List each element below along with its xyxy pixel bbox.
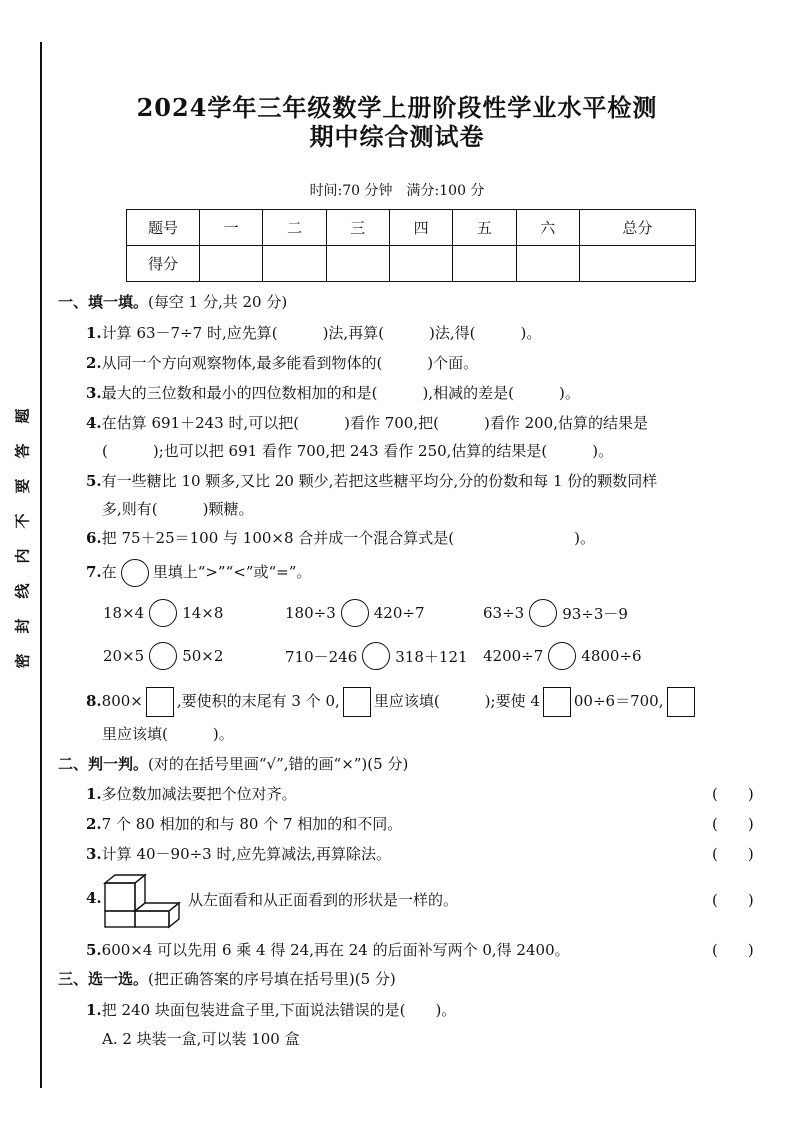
question-text: 里填上“>”“<”或“=”。 bbox=[152, 563, 312, 581]
question-text: 最大的三位数和最小的四位数相加的和是( ),相减的差是( )。 bbox=[101, 384, 580, 402]
question-number: 6. bbox=[86, 529, 102, 547]
cube-stack-icon bbox=[103, 873, 189, 929]
margin-char: 题 bbox=[13, 408, 32, 424]
judge-4 bbox=[188, 889, 458, 910]
table-cell: 题号 bbox=[127, 210, 200, 246]
binding-margin-notice bbox=[10, 408, 36, 669]
compare-circle-input[interactable] bbox=[149, 599, 177, 627]
question-text: 有一些糖比 10 颗多,又比 20 颗少,若把这些糖平均分,分的份数和每 1 份的颗数同样 bbox=[101, 472, 658, 490]
judge-answer-paren[interactable]: ( ) bbox=[712, 815, 754, 833]
question-text: 把 75＋25＝100 与 100×8 合并成一个混合算式是( )。 bbox=[101, 529, 595, 547]
question-text: 里应该填( );要使 4 bbox=[373, 692, 540, 710]
question-1 bbox=[86, 322, 541, 343]
question-number: 8. bbox=[86, 692, 102, 710]
judge-1 bbox=[86, 783, 297, 804]
blank-box-input[interactable] bbox=[146, 687, 174, 717]
compare-item bbox=[103, 642, 223, 670]
question-text: 600×4 可以先用 6 乘 4 得 24,再在 24 的后面补写两个 0,得 2400。 bbox=[101, 941, 570, 959]
section-note: (把正确答案的序号填在括号里)(5 分) bbox=[148, 970, 396, 988]
score-input-cell[interactable] bbox=[389, 246, 452, 282]
blank-box-input[interactable] bbox=[543, 687, 571, 717]
question-text: ,要使积的末尾有 3 个 0, bbox=[176, 692, 340, 710]
score-table-score-row bbox=[127, 246, 696, 282]
score-input-cell[interactable] bbox=[263, 246, 326, 282]
question-text: 把 240 块面包装进盒子里,下面说法错误的是( )。 bbox=[101, 1001, 457, 1019]
compare-circle-input[interactable] bbox=[362, 642, 390, 670]
score-input-cell[interactable] bbox=[326, 246, 389, 282]
compare-left: 180÷3 bbox=[285, 604, 336, 622]
compare-item bbox=[483, 642, 642, 670]
table-cell: 六 bbox=[516, 210, 579, 246]
question-6 bbox=[86, 527, 595, 548]
question-4-continued: ( );也可以把 691 看作 700,把 243 看作 250,估算的结果是( )。 bbox=[102, 442, 614, 460]
page-subtitle: 期中综合测试卷 bbox=[309, 122, 485, 151]
question-2 bbox=[86, 352, 478, 373]
compare-circle-input[interactable] bbox=[529, 599, 557, 627]
question-number: 5. bbox=[86, 941, 102, 959]
score-table bbox=[126, 209, 696, 282]
table-cell: 一 bbox=[200, 210, 263, 246]
compare-item bbox=[285, 642, 468, 670]
compare-right: 50×2 bbox=[182, 647, 224, 665]
question-number: 7. bbox=[86, 563, 102, 581]
exam-time-score: 时间:70 分钟 满分:100 分 bbox=[309, 183, 485, 199]
score-input-cell[interactable] bbox=[516, 246, 579, 282]
judge-answer-paren[interactable]: ( ) bbox=[712, 941, 754, 959]
question-number: 2. bbox=[86, 354, 102, 372]
judge-answer-paren[interactable]: ( ) bbox=[712, 891, 754, 909]
margin-char: 密 bbox=[13, 653, 32, 669]
question-text: 从左面看和从正面看到的形状是一样的。 bbox=[188, 891, 459, 909]
table-cell: 总分 bbox=[579, 210, 695, 246]
compare-right: 420÷7 bbox=[373, 604, 425, 622]
score-input-cell[interactable] bbox=[453, 246, 516, 282]
question-text: 在 bbox=[101, 563, 117, 581]
table-cell: 三 bbox=[326, 210, 389, 246]
choice-1 bbox=[86, 999, 456, 1020]
margin-char: 不 bbox=[13, 513, 32, 529]
compare-left: 63÷3 bbox=[483, 604, 525, 622]
question-5-continued: 多,则有( )颗糖。 bbox=[102, 500, 254, 518]
choice-1-option-a[interactable]: A. 2 块装一盒,可以装 100 盒 bbox=[102, 1030, 300, 1048]
compare-right: 4800÷6 bbox=[581, 647, 642, 665]
question-number: 5. bbox=[86, 472, 102, 490]
table-cell: 四 bbox=[389, 210, 452, 246]
judge-5 bbox=[86, 939, 570, 960]
margin-char: 封 bbox=[13, 618, 32, 634]
compare-item bbox=[285, 599, 425, 627]
blank-box-icon bbox=[343, 687, 371, 717]
section-note: (对的在括号里画“√”,错的画“×”)(5 分) bbox=[148, 755, 409, 773]
margin-char: 答 bbox=[13, 443, 32, 459]
compare-item bbox=[483, 599, 628, 627]
page-title: 2024学年三年级数学上册阶段性学业水平检测 bbox=[136, 93, 658, 122]
question-number: 4. bbox=[86, 414, 102, 432]
question-text: 7 个 80 相加的和与 80 个 7 相加的和不同。 bbox=[101, 815, 403, 833]
section-title: 二、判一判。 bbox=[58, 755, 149, 773]
margin-char: 线 bbox=[13, 583, 32, 599]
compare-left: 18×4 bbox=[103, 604, 145, 622]
compare-right: 14×8 bbox=[182, 604, 224, 622]
question-number: 4. bbox=[86, 889, 102, 907]
question-8-continued: 里应该填( )。 bbox=[102, 725, 234, 743]
question-text: 800× bbox=[101, 692, 143, 710]
compare-right: 318＋121 bbox=[395, 647, 468, 666]
compare-circle-input[interactable] bbox=[149, 642, 177, 670]
question-7 bbox=[86, 559, 311, 587]
question-number: 1. bbox=[86, 324, 102, 342]
question-text: 多位数加减法要把个位对齐。 bbox=[101, 785, 297, 803]
compare-item bbox=[103, 599, 223, 627]
score-input-cell[interactable] bbox=[579, 246, 695, 282]
table-cell: 得分 bbox=[127, 246, 200, 282]
question-text: 计算 63－7÷7 时,应先算( )法,再算( )法,得( )。 bbox=[101, 324, 542, 342]
question-text: 在估算 691＋243 时,可以把( )看作 700,把( )看作 200,估算的结果是 bbox=[101, 414, 648, 432]
compare-left: 4200÷7 bbox=[483, 647, 544, 665]
question-8 bbox=[86, 687, 698, 717]
question-text: 00÷6＝700, bbox=[573, 692, 664, 710]
question-5 bbox=[86, 470, 657, 491]
question-number: 1. bbox=[86, 1001, 102, 1019]
question-number: 1. bbox=[86, 785, 102, 803]
question-3 bbox=[86, 382, 580, 403]
question-number: 3. bbox=[86, 384, 102, 402]
compare-left: 20×5 bbox=[103, 647, 145, 665]
judge-4-number bbox=[86, 889, 102, 907]
question-text: 计算 40－90÷3 时,应先算减法,再算除法。 bbox=[101, 845, 392, 863]
section-3-heading bbox=[58, 968, 396, 989]
section-note: (每空 1 分,共 20 分) bbox=[148, 293, 288, 311]
margin-char: 内 bbox=[13, 548, 32, 564]
compare-left: 710－246 bbox=[285, 647, 358, 666]
score-table-header-row bbox=[127, 210, 696, 246]
answer-circle bbox=[121, 559, 149, 587]
section-title: 三、选一选。 bbox=[58, 970, 149, 988]
blank-box-icon bbox=[667, 687, 695, 717]
judge-answer-paren[interactable]: ( ) bbox=[712, 845, 754, 863]
compare-circle-input[interactable] bbox=[548, 642, 576, 670]
judge-answer-paren[interactable]: ( ) bbox=[712, 785, 754, 803]
compare-circle-input[interactable] bbox=[341, 599, 369, 627]
question-number: 2. bbox=[86, 815, 102, 833]
section-2-heading bbox=[58, 753, 408, 774]
table-cell: 五 bbox=[453, 210, 516, 246]
judge-3 bbox=[86, 843, 391, 864]
judge-2 bbox=[86, 813, 402, 834]
score-input-cell[interactable] bbox=[200, 246, 263, 282]
section-1-heading bbox=[58, 291, 287, 312]
compare-right: 93÷3－9 bbox=[562, 604, 628, 623]
table-cell: 二 bbox=[263, 210, 326, 246]
section-title: 一、填一填。 bbox=[58, 293, 149, 311]
question-text: 从同一个方向观察物体,最多能看到物体的( )个面。 bbox=[101, 354, 479, 372]
margin-char: 要 bbox=[13, 478, 32, 494]
question-4 bbox=[86, 412, 648, 433]
question-number: 3. bbox=[86, 845, 102, 863]
